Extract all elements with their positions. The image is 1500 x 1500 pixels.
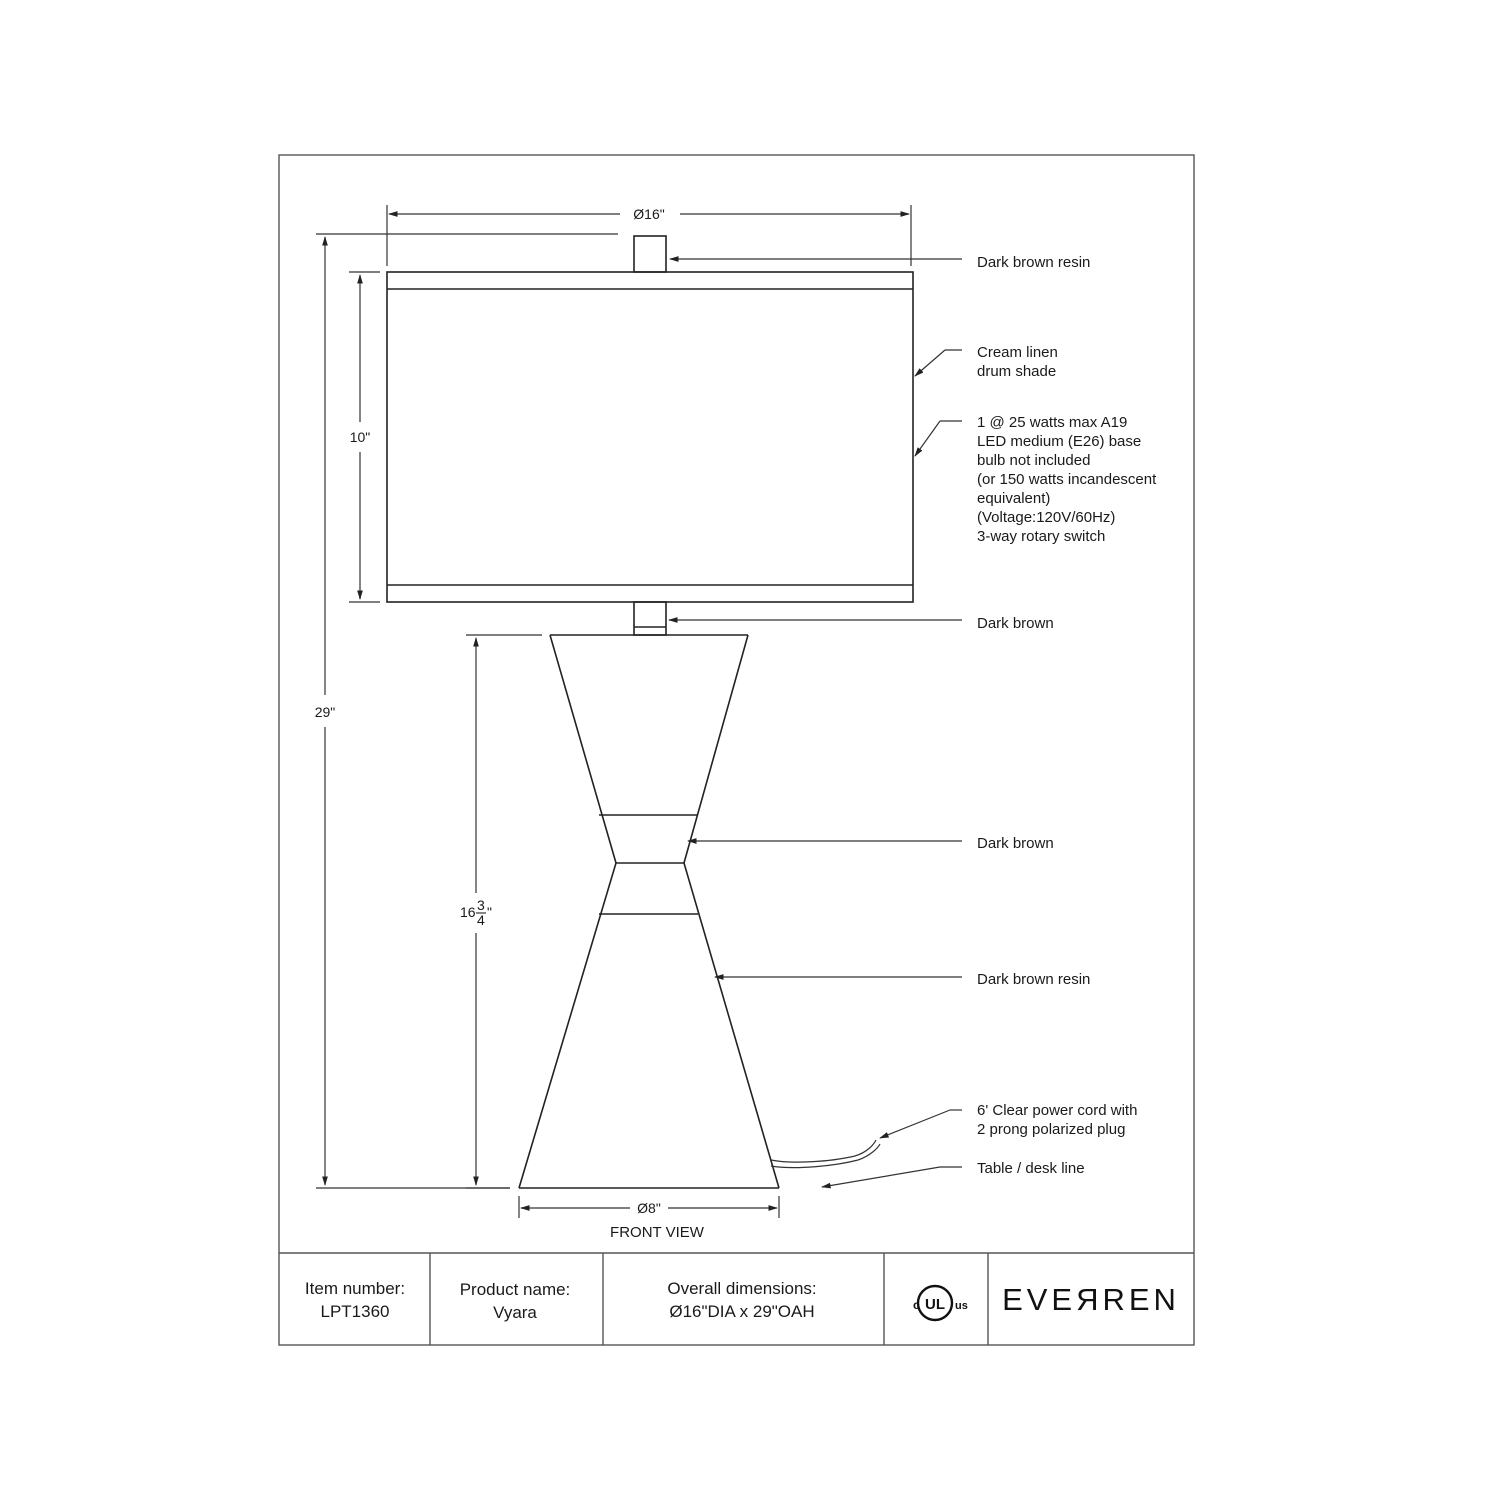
svg-text:Overall dimensions:: Overall dimensions: <box>667 1279 817 1298</box>
callout-neck <box>669 615 1054 632</box>
svg-text:us: us <box>955 1300 968 1312</box>
callout-cord <box>880 1102 1137 1138</box>
brand-logo: EVEЯREN <box>1002 1282 1180 1317</box>
svg-text:(or 150 watts incandescent: (or 150 watts incandescent <box>977 471 1157 488</box>
callout-finial <box>670 254 1090 271</box>
svg-text:1 @ 25 watts max A19: 1 @ 25 watts max A19 <box>977 414 1128 431</box>
svg-text:4: 4 <box>477 912 485 928</box>
svg-text:Ø16"DIA x 29"OAH: Ø16"DIA x 29"OAH <box>669 1302 815 1321</box>
cul-us-certification-mark <box>913 1286 968 1320</box>
product-name-cell <box>460 1280 571 1322</box>
overall-dimensions-cell <box>667 1279 816 1321</box>
neck <box>634 602 666 635</box>
svg-text:16: 16 <box>460 904 476 920</box>
callout-waist <box>688 835 1054 852</box>
item-number-cell <box>305 1279 405 1321</box>
svg-text:10": 10" <box>349 429 371 445</box>
svg-text:equivalent): equivalent) <box>977 490 1051 507</box>
svg-text:Dark brown resin: Dark brown resin <box>977 971 1091 988</box>
svg-text:LED medium (E26) base: LED medium (E26) base <box>977 433 1142 450</box>
svg-text:29": 29" <box>314 704 336 720</box>
svg-text:drum shade: drum shade <box>977 363 1057 380</box>
svg-text:Item number:: Item number: <box>304 1279 406 1298</box>
view-label: FRONT VIEW <box>610 1224 704 1241</box>
svg-text:Dark brown: Dark brown <box>977 835 1054 852</box>
svg-text:2 prong polarized plug: 2 prong polarized plug <box>977 1121 1126 1138</box>
svg-text:Dark brown resin: Dark brown resin <box>977 254 1091 271</box>
svg-text:Ø16": Ø16" <box>633 206 665 222</box>
callout-table-line <box>822 1160 1085 1187</box>
drum-shade <box>387 272 913 602</box>
title-block <box>279 1253 1194 1345</box>
svg-text:LPT1360: LPT1360 <box>320 1302 390 1321</box>
svg-text:c: c <box>913 1298 920 1312</box>
dimension-base-height <box>460 635 542 1188</box>
svg-text:Cream linen: Cream linen <box>977 344 1058 361</box>
svg-text:Dark brown: Dark brown <box>977 615 1054 632</box>
svg-text:bulb not included: bulb not included <box>977 452 1091 469</box>
callout-shade <box>915 344 1058 380</box>
svg-text:Ø8": Ø8" <box>637 1200 661 1216</box>
svg-text:Table / desk line: Table / desk line <box>977 1160 1085 1177</box>
svg-text:6' Clear power cord with: 6' Clear power cord with <box>977 1102 1138 1119</box>
svg-text:3-way rotary switch: 3-way rotary switch <box>977 528 1106 545</box>
svg-text:(Voltage:120V/60Hz): (Voltage:120V/60Hz) <box>977 509 1116 526</box>
svg-text:Vyara: Vyara <box>493 1303 537 1322</box>
callout-body <box>715 971 1090 988</box>
svg-text:Product name:: Product name: <box>459 1280 571 1299</box>
svg-text:3: 3 <box>477 897 485 913</box>
callout-bulb <box>915 414 1157 545</box>
dimension-base-diameter <box>519 1196 779 1218</box>
lamp-outline <box>387 236 913 1188</box>
dimension-shade-height <box>349 272 380 602</box>
svg-text:UL: UL <box>925 1296 945 1313</box>
finial <box>634 236 666 272</box>
svg-text:": " <box>487 904 492 920</box>
